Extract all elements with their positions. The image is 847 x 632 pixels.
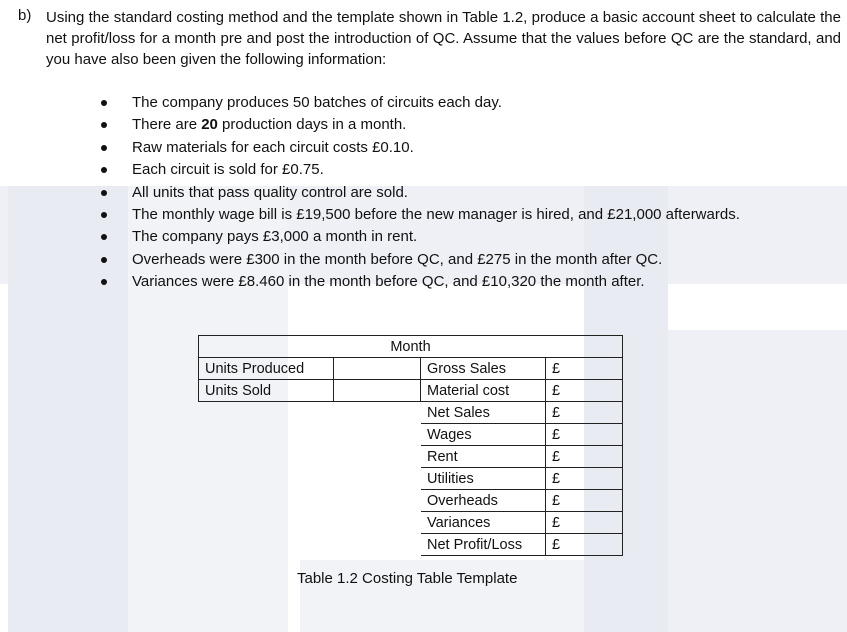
table-caption: Table 1.2 Costing Table Template	[297, 570, 518, 587]
table-header-month: Month	[199, 336, 623, 358]
bullet-item: There are 20 production days in a month.	[0, 114, 847, 136]
table-row	[199, 446, 623, 468]
right-label-cell: Net Profit/Loss	[421, 534, 546, 556]
bullet-item: Each circuit is sold for £0.75.	[0, 159, 847, 181]
right-value-cell: £	[546, 446, 623, 468]
right-label-cell: Rent	[421, 446, 546, 468]
right-label-cell: Variances	[421, 512, 546, 534]
right-value-cell: £	[546, 468, 623, 490]
left-label-cell: Units Sold	[199, 380, 334, 402]
bullet-item: The company produces 50 batches of circuits each day.	[0, 92, 847, 114]
bullet-dot	[101, 212, 107, 218]
right-value-cell: £	[546, 534, 623, 556]
bullet-dot	[101, 100, 107, 106]
left-label-cell: Units Produced	[199, 358, 334, 380]
table-row	[199, 534, 623, 556]
table-row	[199, 380, 623, 402]
right-value-cell: £	[546, 512, 623, 534]
bullet-dot	[101, 167, 107, 173]
bullet-item: Variances were £8.460 in the month before QC, and £10,320 the month after.	[0, 271, 847, 293]
right-label-cell: Gross Sales	[421, 358, 546, 380]
table-row	[199, 424, 623, 446]
table-row	[199, 358, 623, 380]
table-row	[199, 468, 623, 490]
bullet-item: The monthly wage bill is £19,500 before the new manager is hired, and £21,000 afterwards.	[0, 204, 847, 226]
bullet-dot	[101, 234, 107, 240]
right-label-cell: Overheads	[421, 490, 546, 512]
right-label-cell: Wages	[421, 424, 546, 446]
table-row	[199, 512, 623, 534]
bullet-dot	[101, 257, 107, 263]
left-value-cell	[334, 380, 421, 402]
bullet-dot	[101, 122, 107, 128]
right-value-cell: £	[546, 490, 623, 512]
right-label-cell: Utilities	[421, 468, 546, 490]
right-value-cell: £	[546, 380, 623, 402]
bullet-dot	[101, 190, 107, 196]
bullet-dot	[101, 145, 107, 151]
right-label-cell: Material cost	[421, 380, 546, 402]
right-label-cell: Net Sales	[421, 402, 546, 424]
right-value-cell: £	[546, 358, 623, 380]
table-row	[199, 490, 623, 512]
question-text: Using the standard costing method and the template shown in Table 1.2, produce a basic account sheet to calculate the net profit/loss for a month pre and post the introduction of QC. Assume that the values before QC are the standard, and you have also been given the following information:	[46, 9, 841, 68]
bullet-item: Raw materials for each circuit costs £0.10.	[0, 137, 847, 159]
bullet-item: All units that pass quality control are sold.	[0, 182, 847, 204]
bullet-item: Overheads were £300 in the month before QC, and £275 in the month after QC.	[0, 249, 847, 271]
table-row	[199, 402, 623, 424]
bullet-item: The company pays £3,000 a month in rent.	[0, 226, 847, 248]
question-label: b)	[18, 7, 32, 24]
left-value-cell	[334, 358, 421, 380]
info-bullet-list	[0, 92, 847, 294]
costing-table	[198, 335, 623, 556]
right-value-cell: £	[546, 424, 623, 446]
bullet-dot	[101, 279, 107, 285]
right-value-cell: £	[546, 402, 623, 424]
